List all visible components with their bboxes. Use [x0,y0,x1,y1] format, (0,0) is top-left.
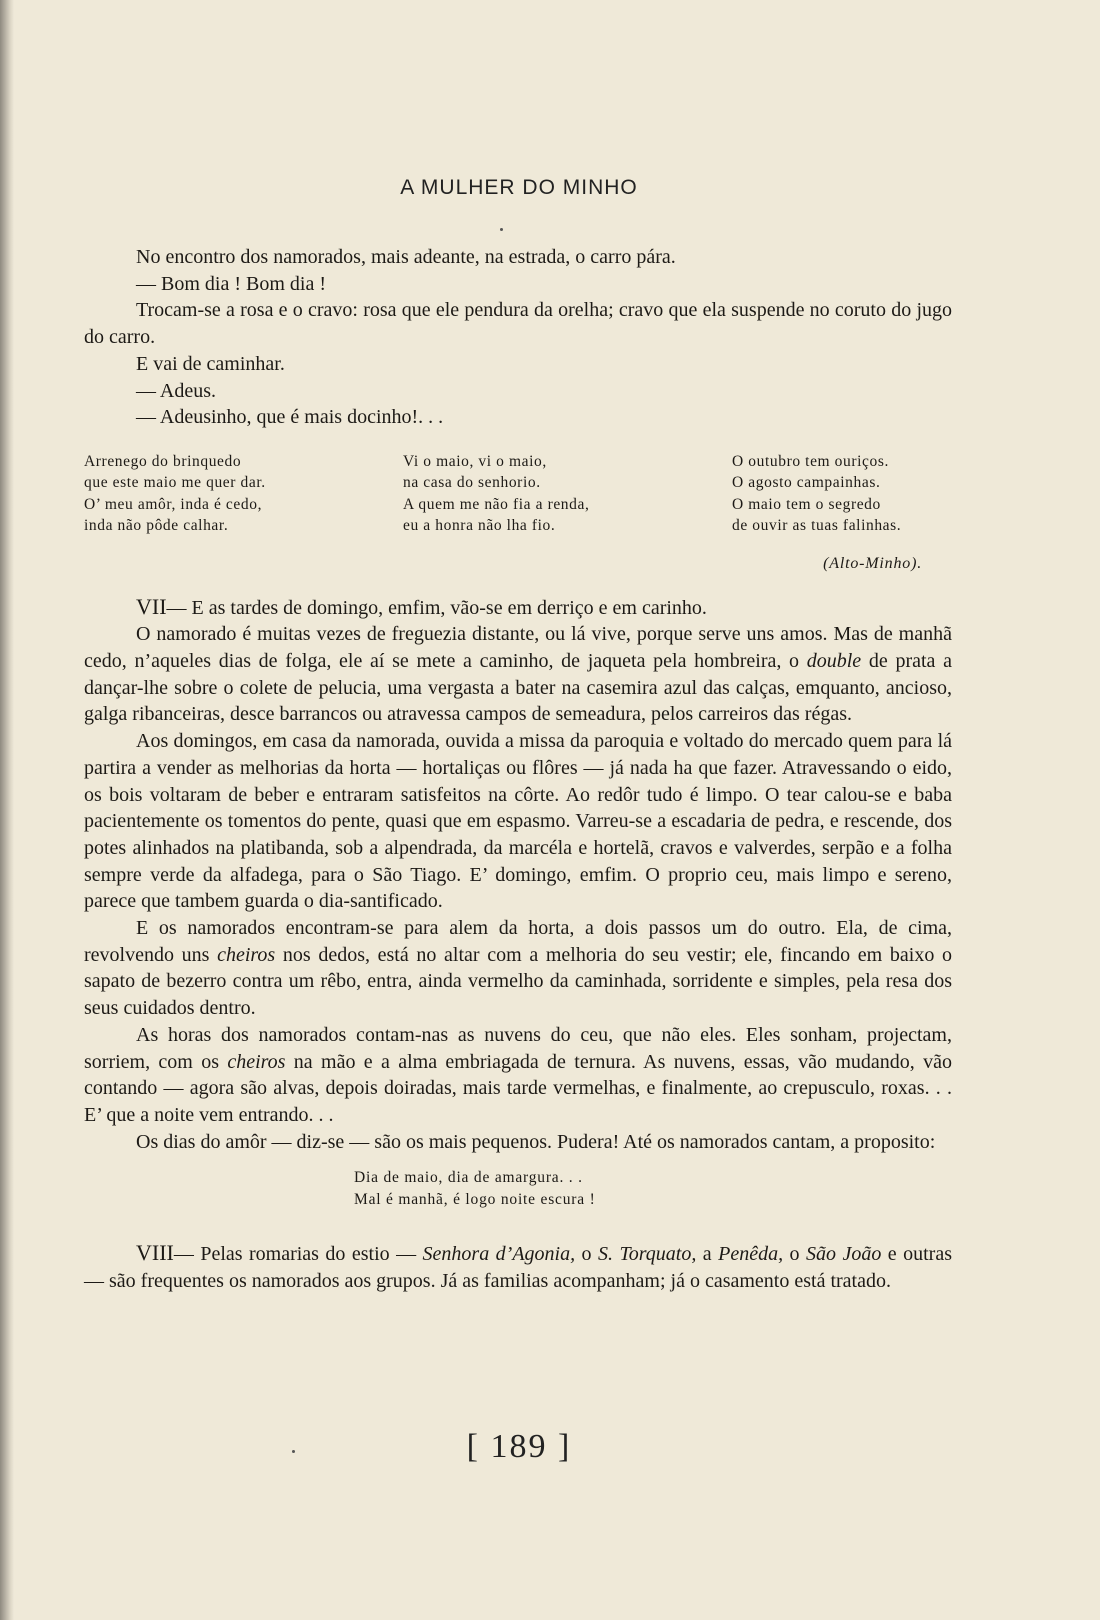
page-number: [ 189 ] [466,1428,572,1465]
verse-line: que este maio me quer dar. [84,474,266,492]
verse-column-1 [84,451,324,537]
italic-name: São João [806,1243,882,1266]
paragraph-text: As horas dos namorados contam-nas as nuvens do ceu, que não eles. Eles sonham, projectam, sorriem, com os [84,1023,952,1073]
paragraph [84,1022,952,1129]
section-8-opening [84,1240,952,1294]
verse-line: O maio tem o segredo [732,495,881,513]
paragraph-text: O namorado é muitas vezes de freguezia distante, ou lá vive, porque serve uns amos. Mas de manhã cedo, n’aqueles dias de folga, ele aí se mete a caminho, de jaqueta pela hombreira, o [84,623,952,673]
paragraph: Os dias do amôr — diz-se — são os mais pequenos. Pudera! Até os namorados cantam, a proposito: [136,1130,936,1153]
verse-line: de ouvir as tuas falinhas. [732,517,902,535]
verse-column-2 [403,451,653,537]
section-spacer [84,1228,952,1240]
verse-line: Vi o maio, vi o maio, [403,452,547,470]
paragraph [84,621,952,728]
section-text: o [575,1243,598,1266]
paragraph [84,915,952,1022]
italic-term: cheiros [217,943,276,966]
paragraph-text: de prata a dançar-lhe sobre o colete de pelucia, uma vergasta a bater na casemira azul das calças, emquanto, ancioso, galga ribanceiras, desce barrancos ou atravessa campos de semeadura, pelos carreiros das régas. [84,650,952,726]
verse-line: O’ meu amôr, inda é cedo, [84,495,263,513]
body-text [84,244,952,1295]
page-gutter-shadow [0,0,14,1620]
italic-term: double [806,650,862,673]
section-text: — Pelas romarias do estio — [173,1243,423,1266]
intro-line: — Bom dia ! Bom dia ! [136,272,326,295]
verse-line: na casa do senhorio. [403,474,541,492]
intro-line: Trocam-se a rosa e o cravo: rosa que ele pendura da orelha; cravo que ela suspende no coruto do jugo do carro. [84,299,952,349]
section-text: a [696,1243,719,1266]
verse-line: eu a honra não lha fio. [403,517,556,535]
verse-column-3 [732,451,952,537]
italic-name: Senhora d’Agonia, [422,1243,576,1266]
section-number: VIII [136,1240,174,1266]
running-head: A MULHER DO MINHO [400,176,638,199]
ink-speck [500,228,503,231]
italic-name: S. Torquato, [598,1243,697,1266]
section-text: o [783,1243,807,1266]
paragraph: Aos domingos, em casa da namorada, ouvida a missa da paroquia e voltado do mercado quem para lá partira a vender as melhorias da horta — hortaliças ou flôres — já nada ha que fazer. Atravessando o eido, os bois voltaram de beber e entraram satisfeitos na côrte. Ao redôr tudo é limpo. O tear calou-se e baba pacientemente os tomentos do pente, quasi que em espasmo. Varreu-se a escadaria de pedra, e rescende, dos potes alinhados na platibanda, sob a alpendrada, da marcéla e hortelã, cravos e valverdes, serpão e a folha sempre verde da alfadega, para o São Tiago. E’ domingo, emfim. O proprio ceu, mais limpo e sereno, parece que tambem guarda o dia-santificado. [84,730,952,913]
paragraph-text: E os namorados encontram-se para alem da horta, a dois passos um do outro. Ela, de cima, revolvendo uns [84,917,952,966]
section-text: e outras — são frequentes os namorados aos grupos. Já as familias acompanham; já o casamento está tratado. [84,1243,952,1293]
verse-line: O agosto campainhas. [732,474,881,492]
intro-line: E vai de caminhar. [136,352,285,375]
folk-verses [84,451,952,537]
italic-name: Penêda, [718,1243,784,1266]
quote-line: Mal é manhã, é logo noite escura ! [354,1190,596,1208]
italic-term: cheiros [227,1050,286,1073]
verse-line: Arrenego do brinquedo [84,452,242,470]
section-text: — E as tardes de domingo, emfim, vão-se em derriço e em carinho. [166,596,707,619]
verse-line: inda não pôde calhar. [84,517,229,535]
paragraph-text: nos dedos, está no altar com a melhoria do seu vestir; ele, fincando em baixo o sapato de bezerro contra um rêbo, entra, ainda vermelho da caminhada, sorridente e simples, pela resa dos seus cuidados dentro. [84,943,952,1020]
quote-line: Dia de maio, dia de amargura. . . [354,1169,583,1187]
intro-line: — Adeus. [136,379,216,402]
intro-line: No encontro dos namorados, mais adeante, na estrada, o carro pára. [136,246,676,268]
sung-quote [354,1167,952,1210]
paragraph-text: na mão e a alma embriagada de ternura. As nuvens, essas, vão mudando, vão contando — agora são alvas, depois doiradas, mais tarde vermelhas, e finalmente, ao crepusculo, roxas. . . E’ que a noite vem entrando. . . [84,1050,952,1126]
section-7-opening [84,594,952,622]
verse-line: O outubro tem ouriços. [732,452,889,470]
verse-line: A quem me não fia a renda, [403,495,590,513]
intro-line: — Adeusinho, que é mais docinho!. . . [136,406,444,429]
section-number: VII [136,593,167,619]
verse-attribution: (Alto-Minho). [823,554,922,572]
